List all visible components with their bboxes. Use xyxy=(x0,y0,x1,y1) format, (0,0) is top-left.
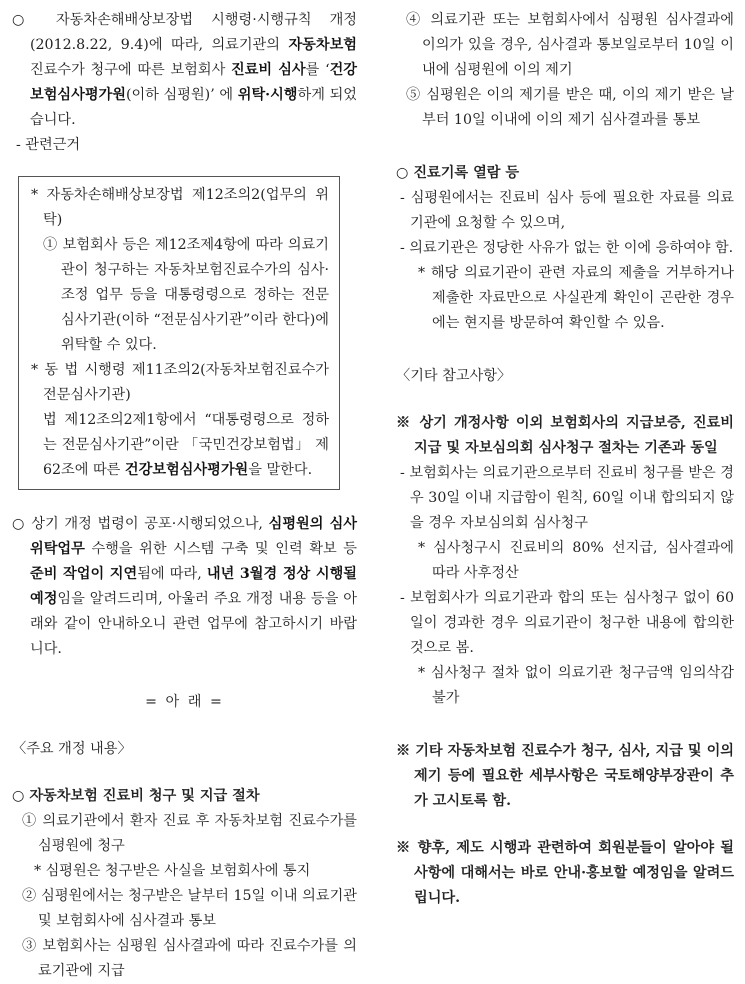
intro-paragraph xyxy=(12,8,357,133)
procedure-step-5: ⑤ 심평원은 이의 제기를 받은 때, 이의 제기 받은 날부터 10일 이내에 이의 제기 심사결과를 통보 xyxy=(406,87,734,128)
intro-text: (이하 심평원)’ 에 xyxy=(125,87,238,103)
decree-text: 법 제12조의2제1항에서 “대통령령으로 정하는 전문심사기관”이란 「국민건강보험법」 제62조에 따른 xyxy=(43,412,329,478)
delay-notice-paragraph xyxy=(12,512,357,662)
section-heading-other-notes: 〈기타 참고사항〉 xyxy=(396,368,512,384)
decree-text: 을 말한다. xyxy=(248,462,313,478)
below-divider: = 아 래 = xyxy=(145,694,224,710)
procedure-step-1-note: * 심평원은 청구받은 사실을 보험회사에 통지 xyxy=(34,863,311,879)
records-item-2-note: * 해당 의료기관이 관련 자료의 제출을 거부하거나 제출한 자료만으로 사실관계 확인이 곤란한 경우에는 현지를 방문하여 확인할 수 있음. xyxy=(418,265,734,331)
intro-text: 진료수가 청구에 따른 보험회사 xyxy=(30,62,231,78)
other-note-1-item-a-note: * 심사청구시 진료비의 80% 선지급, 심사결과에 따라 사후정산 xyxy=(418,540,734,581)
delay-emphasis-delay: 준비 작업이 지연 xyxy=(30,566,138,582)
right-column xyxy=(396,8,734,911)
law-article-title: * 자동차손해배상보장법 제12조의2(업무의 위탁) xyxy=(31,187,329,228)
intro-emphasis-fee-review: 진료비 심사 xyxy=(230,62,306,78)
delay-text: 됨에 따라, xyxy=(137,566,207,582)
section-heading-main-changes: 〈주요 개정 내용〉 xyxy=(12,741,132,757)
legal-basis-box xyxy=(18,176,340,490)
procedure-step-1: ① 의료기관에서 환자 진료 후 자동차보험 진료수가를 심평원에 청구 xyxy=(22,813,357,854)
related-basis-label: - 관련근거 xyxy=(16,137,81,153)
intro-text: 를 ‘ xyxy=(305,62,330,78)
decree-article-title: * 동 법 시행령 제11조의2(자동차보험진료수가 전문심사기관) xyxy=(31,362,329,403)
delay-text: 임을 알려드리며, 아울러 주요 개정 내용 등을 아래와 같이 안내하오니 관련 업무에 참고하시기 바랍니다. xyxy=(30,591,357,657)
delay-text: 수행을 위한 시스템 구축 및 인력 확보 등 xyxy=(84,541,357,557)
intro-text: 하게 되었습니다. xyxy=(30,87,357,128)
decree-article-text xyxy=(31,408,329,483)
heading-records-review: ○ 진료기록 열람 등 xyxy=(396,165,520,181)
intro-emphasis-delegation: 위탁·시행 xyxy=(237,87,298,103)
records-item-1: - 심평원에서는 진료비 심사 등에 필요한 자료를 의료기관에 요청할 수 있으며, xyxy=(400,190,734,231)
law-article-clause: ① 보험회사 등은 제12조제4항에 따라 의료기관이 청구하는 자동차보험진료수가의 심사·조정 업무 등을 대통령령으로 정하는 전문심사기관(이하 “전문심사기관”이라 한다)에 위탁할 수 있다. xyxy=(43,237,329,353)
delay-text: ○ 상기 개정 법령이 공포·시행되었으나, xyxy=(12,516,269,532)
procedure-step-3: ③ 보험회사는 심평원 심사결과에 따라 진료수가를 의료기관에 지급 xyxy=(22,938,357,979)
other-note-1-item-b-note: * 심사청구 절차 없이 의료기관 청구금액 임의삭감 불가 xyxy=(418,665,734,706)
other-note-1-item-b: - 보험회사가 의료기관과 합의 또는 심사청구 없이 60일이 경과한 경우 의료기관이 청구한 내용에 합의한 것으로 봄. xyxy=(400,590,734,656)
intro-emphasis-hira: 건강보험심사평가원 xyxy=(30,62,357,103)
delay-emphasis-schedule: 내년 3월경 정상 시행될 예정 xyxy=(30,566,357,607)
other-note-1-item-a: - 보험회사는 의료기관으로부터 진료비 청구를 받은 경우 30일 이내 지급함이 원칙, 60일 이내 합의되지 않을 경우 자보심의회 심사청구 xyxy=(400,465,734,531)
other-note-2: ※ 기타 자동차보험 진료수가 청구, 심사, 지급 및 이의 제기 등에 필요한 세부사항은 국토해양부장관이 추가 고시토록 함. xyxy=(396,743,734,809)
intro-emphasis-auto-insurance: 자동차보험 xyxy=(288,37,357,53)
procedure-step-4: ④ 의료기관 또는 보험회사에서 심평원 심사결과에 이의가 있을 경우, 심사결과 통보일로부터 10일 이내에 심평원에 이의 제기 xyxy=(406,12,734,78)
decree-emphasis-hira: 건강보험심사평가원 xyxy=(124,462,249,478)
procedure-step-2: ② 심평원에서는 청구받은 날부터 15일 이내 의료기관 및 보험회사에 심사결과 통보 xyxy=(22,888,357,929)
records-item-2: - 의료기관은 정당한 사유가 없는 한 이에 응하여야 함. xyxy=(400,240,734,256)
left-column xyxy=(12,8,357,984)
other-note-3: ※ 향후, 제도 시행과 관련하여 회원분들이 알아야 될 사항에 대해서는 바로 안내·홍보할 예정임을 알려드립니다. xyxy=(396,840,734,906)
other-note-1: ※ 상기 개정사항 이외 보험회사의 지급보증, 진료비 지급 및 자보심의회 심사청구 절차는 기존과 동일 xyxy=(396,415,734,456)
intro-text: ○ 자동차손해배상보장법 시행령·시행규칙 개정(2012.8.22, 9.4)에 따라, 의료기관의 xyxy=(12,12,357,53)
heading-billing-procedure: ○ 자동차보험 진료비 청구 및 지급 절차 xyxy=(12,788,260,804)
delay-emphasis-task: 심평원의 심사위탁업무 xyxy=(30,516,357,557)
